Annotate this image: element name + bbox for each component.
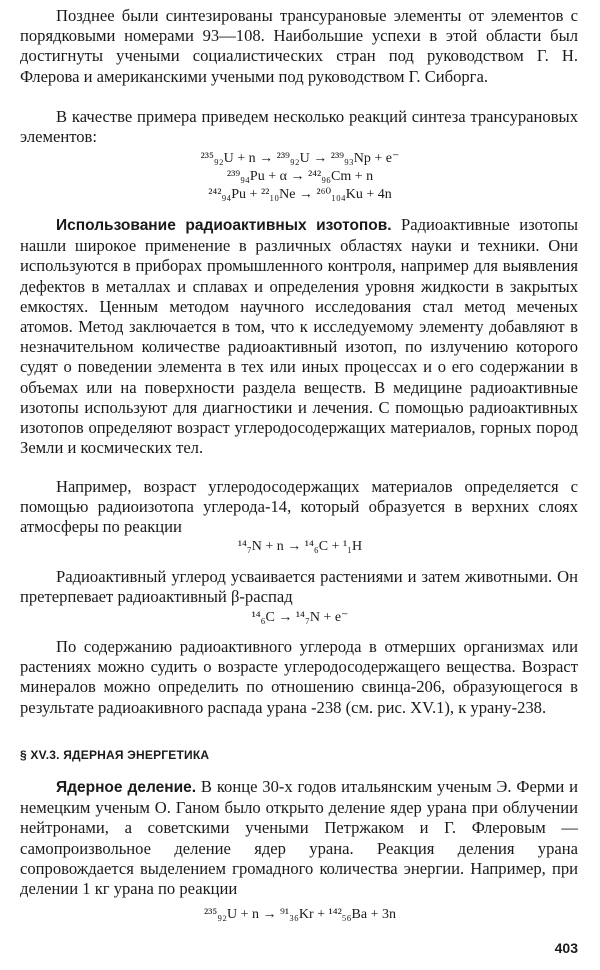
equation-text: ²³⁵₉₂U + n → ²³⁹₉₂U → ²³⁹₉₃Np + e⁻ — [200, 151, 400, 166]
equation-text: ²³⁹₉₄Pu + α → ²⁴²₉₆Cm + n — [226, 169, 374, 184]
paragraph-text: Радиоактивный углерод усваивается растениями и затем животными. Он претерпевает радиоактивный β-распад — [20, 567, 578, 607]
paragraph-text — [20, 777, 578, 899]
paragraph-heading: Использование радиоактивных изотопов. — [56, 217, 392, 234]
paragraph-text — [20, 215, 578, 458]
equation-text: ²³⁵₉₂U + n → ⁹¹₃₆Kr + ¹⁴²₅₆Ba + 3n — [203, 907, 397, 922]
paragraph-text: Например, возраст углеродосодержащих материалов определяется с помощью радиоизотопа углерода-14, который образуется в верхних слоях атмосферы по реакции — [20, 477, 578, 537]
equation-uranium-neptunium — [0, 150, 600, 167]
paragraph-text: Позднее были синтезированы трансурановые элементы от элементов с порядковыми номерами 93—108. Наибольшие успехи в этой области был достигнуты учеными социалистических стран под руководством Г. Н. Флерова и американскими учеными под руководством Г. Сиборга. — [20, 6, 578, 86]
paragraph-transuranium — [20, 6, 578, 87]
equation-text: ¹⁴₇N + n → ¹⁴₆C + ¹₁H — [237, 539, 363, 554]
section-heading: § XV.3. ЯДЕРНАЯ ЭНЕРГЕТИКА — [20, 748, 210, 762]
page-number: 403 — [554, 940, 578, 956]
equation-nitrogen-carbon — [0, 538, 600, 555]
paragraph-text: По содержанию радиоактивного углерода в отмерших организмах или растениях можно судить о возрасте углеродосодержащего вещества. Возраст минералов можно определить по отношению свинца-206, образующегося в результате радиоакивного распада урана -238 (см. рис. XV.1), к урану-238. — [20, 637, 578, 717]
equation-carbon-decay — [0, 609, 600, 626]
paragraph-radioactive-isotopes — [20, 215, 578, 458]
equation-uranium-fission — [0, 906, 600, 923]
equation-text: ²⁴²₉₄Pu + ²²₁₀Ne → ²⁶⁰₁₀₄Ku + 4n — [208, 187, 392, 202]
paragraph-heading: Ядерное деление. — [56, 779, 197, 796]
paragraph-text: В качестве примера приведем несколько реакций синтеза трансурановых элементов: — [20, 107, 578, 147]
paragraph-carbon14 — [20, 477, 578, 538]
equation-plutonium-curium — [0, 168, 600, 185]
paragraph-body: Радиоактивные изотопы нашли широкое применение в различных областях науки и техники. Они используются в приборах промышленного контроля, например для выявления дефектов в металлах и сплавах и определения уровня жидкости в закрытых емкостях. Ценным методом научного исследования стал метод меченых атомов. Метод заключается в том, что к исследуемому элементу добавляют в незначительном количестве радиоактивный изотоп, по излучению которого судят о поведении элемента в тех или иных процессах и о его содержании в объемах или на поверхности раздела веществ. В медицине радиоактивные изотопы используют для диагностики и лечения. С помощью радиоактивных изотопов определяют возраст углеродосодержащих материалов, горных пород Земли и космических тел. — [20, 215, 578, 458]
paragraph-beta-decay — [20, 567, 578, 607]
equation-text: ¹⁴₆C → ¹⁴₇N + e⁻ — [251, 610, 349, 625]
paragraph-body: В конце 30-х годов итальянским ученым Э. Ферми и немецким ученым О. Ганом было открыто деление ядер урана при облучении нейтронами, а советскими учеными Петржаком и Г. Флеровым — самопроизвольное деление ядер урана. Реакция деления урана сопровождается выделением громадного количества энергии. Например, при делении 1 кг урана по реакции — [20, 777, 578, 899]
paragraph-dating — [20, 637, 578, 718]
paragraph-synthesis-intro — [20, 107, 578, 147]
paragraph-nuclear-fission — [20, 777, 578, 899]
equation-plutonium-kurchatovium — [0, 186, 600, 203]
